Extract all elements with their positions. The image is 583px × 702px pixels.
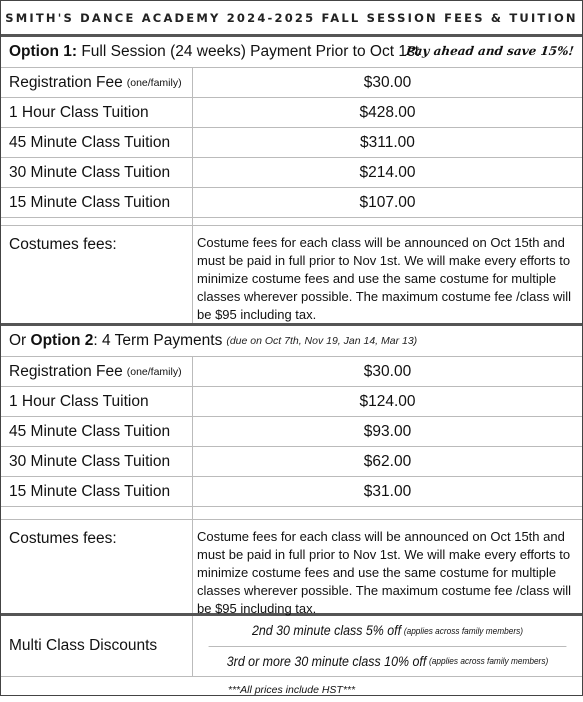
row-value: $214.00 [359,163,416,181]
discount-lines [193,616,582,676]
row-label-note: (one/family) [126,365,182,378]
option2-due-note: (due on Oct 7th, Nov 19, Jan 14, Mar 13) [226,335,418,347]
table-row [1,188,582,218]
row-label: 1 Hour Class Tuition [1,98,193,127]
discount-row [1,616,582,677]
option2-heading-text: : 4 Term Payments [93,332,223,349]
discount-line-text: 2nd 30 minute class 5% off [251,623,402,639]
table-row [1,417,582,447]
spacer-cell [193,218,582,225]
table-row [1,128,582,158]
spacer-cell [1,507,193,519]
costume-text: Costume fees for each class will be announced on Oct 15th and must be paid in full prior to Nov 1st. We will make every efforts to minimize costume fees and use the same costume for multiple classes wherever possible. The maximum costume fee /class will be $95 including tax. [197,235,572,322]
costume-text: Costume fees for each class will be announced on Oct 15th and must be paid in full prior to Nov 1st. We will make every efforts to minimize costume fees and use the same costume for multiple classes wherever possible. The maximum costume fee /class will be $95 including tax. [197,529,572,616]
costume-label: Costumes fees: [1,520,193,613]
row-value: $93.00 [363,422,412,440]
spacer-cell [1,218,193,225]
row-label: 15 Minute Class Tuition [1,477,193,506]
discount-line-note: (applies across family members) [429,656,549,667]
discount-line-text: 3rd or more 30 minute class 10% off [226,653,427,669]
row-label: 45 Minute Class Tuition [1,417,193,446]
row-value: $107.00 [359,193,416,211]
costume-row [1,226,582,326]
costume-label: Costumes fees: [1,226,193,323]
row-label [1,357,193,386]
option1-promo: Pay ahead and save 15%! [405,44,575,58]
row-label: 15 Minute Class Tuition [1,188,193,217]
table-row [1,158,582,188]
row-label-note: (one/family) [126,76,182,89]
option1-heading [1,37,582,68]
discount-line-note: (applies across family members) [403,625,524,636]
spacer-row [1,507,582,520]
costume-row [1,520,582,616]
row-label: 45 Minute Class Tuition [1,128,193,157]
footer-note: ***All prices include HST*** [227,683,356,696]
row-value: $62.00 [363,452,412,470]
table-row [1,357,582,387]
option1-prefix: Option 1: [9,43,78,60]
option2-or: Or [9,332,31,349]
row-label: 1 Hour Class Tuition [1,387,193,416]
discount-line [209,647,567,677]
option1-heading-text: Full Session (24 weeks) Payment Prior to Oct 1st [77,43,420,60]
row-value: $311.00 [360,133,415,151]
title-bar [1,1,582,37]
row-value: $124.00 [359,392,416,410]
row-value: $428.00 [359,103,416,121]
table-row [1,477,582,507]
discount-label: Multi Class Discounts [1,616,193,676]
option2-heading [1,326,582,357]
row-label-text: Registration Fee [9,362,123,380]
page-title: SMITH'S DANCE ACADEMY 2024-2025 FALL SESSION FEES & TUITION [5,10,578,25]
discount-line [209,616,567,647]
option2-prefix: Option 2 [30,332,94,349]
table-row [1,68,582,98]
table-row [1,98,582,128]
row-label [1,68,193,97]
row-label: 30 Minute Class Tuition [1,158,193,187]
row-label: 30 Minute Class Tuition [1,447,193,476]
row-label-text: Registration Fee [9,73,123,91]
table-row [1,387,582,417]
row-value: $30.00 [363,73,412,91]
row-value: $30.00 [363,362,412,380]
spacer-cell [193,507,582,519]
table-row [1,447,582,477]
spacer-row [1,218,582,226]
row-value: $31.00 [363,482,412,500]
